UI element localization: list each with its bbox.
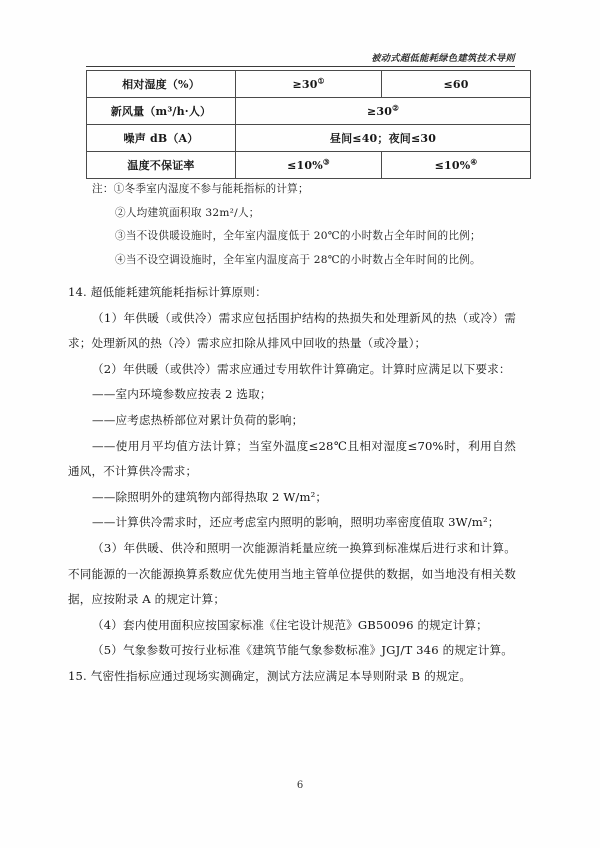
- note-line-1: 注：①冬季室内湿度不参与能耗指标的计算；: [92, 183, 309, 195]
- cell-relative-humidity-winter: ≥30①: [236, 71, 382, 98]
- indoor-environment-parameters-table: [86, 70, 531, 179]
- cell-temperature-unguaranteed-winter: ≤10%③: [236, 152, 382, 179]
- row-label-relative-humidity: 相对湿度（%）: [87, 71, 236, 98]
- cell-noise-value: 昼间≤40；夜间≤30: [236, 125, 531, 152]
- note-line-4: ④当不设空调设施时，全年室内温度高于 28℃的小时数占全年时间的比例。: [115, 253, 481, 266]
- row-label-temperature-unguaranteed-rate: 温度不保证率: [87, 152, 236, 179]
- clause-14-2-dash-4: ——除照明外的建筑物内部得热取 2 W/m²；: [92, 489, 328, 504]
- table-row: [87, 125, 531, 152]
- note-line-3: ③当不设供暖设施时，全年室内温度低于 20℃的小时数占全年时间的比例；: [115, 230, 481, 242]
- cell-temperature-unguaranteed-summer: ≤10%④: [382, 152, 531, 179]
- table-body: [87, 71, 531, 179]
- clause-14-1: （1）年供暖（或供冷）需求应包括围护结构的热损失和处理新风的热（或冷）需求；处理新风的热（冷）需求应扣除从排风中回收的热量（或冷量）；: [68, 310, 516, 351]
- cell-relative-humidity-summer: ≤60: [382, 71, 531, 98]
- table-notes: [92, 178, 517, 272]
- row-label-noise: 噪声 dB（A）: [87, 125, 236, 152]
- clause-14-2-dash-1: ——室内环境参数应按表 2 选取；: [92, 387, 272, 402]
- clause-15: 15. 气密性指标应通过现场实测确定，测试方法应满足本导则附录 B 的规定。: [68, 668, 472, 683]
- clause-14-4: （4）套内使用面积应按国家标准《住宅设计规范》GB50096 的规定计算；: [92, 617, 488, 632]
- clause-14-2: （2）年供暖（或供冷）需求应通过专用软件计算确定。计算时应满足以下要求：: [92, 361, 511, 376]
- clause-14-2-dash-5: ——计算供冷需求时，还应考虑室内照明的影响，照明功率密度值取 3W/m²；: [92, 515, 500, 530]
- clause-14-2-dash-2: ——应考虑热桥部位对累计负荷的影响；: [92, 412, 304, 427]
- body-content: [68, 280, 516, 690]
- table-row: [87, 98, 531, 125]
- header-rule: [86, 66, 515, 67]
- running-header: 被动式超低能耗绿色建筑技术导则: [371, 53, 515, 64]
- row-label-fresh-air-volume: 新风量（m³/h·人）: [87, 98, 236, 125]
- cell-fresh-air-volume-value: ≥30②: [236, 98, 531, 125]
- table-row: [87, 71, 531, 98]
- note-line-2: ②人均建筑面积取 32m²/人；: [115, 206, 260, 219]
- table-row: [87, 152, 531, 179]
- clause-14-2-dash-3: ——使用月平均值方法计算；当室外温度≤28℃且相对湿度≤70%时，利用自然通风，不计算供冷需求；: [68, 438, 516, 479]
- page-number: 6: [296, 780, 304, 791]
- clause-14-3: （3）年供暖、供冷和照明一次能源消耗量应统一换算到标准煤后进行求和计算。不同能源的一次能源换算系数应优先使用当地主管单位提供的数据，如当地没有相关数据，应按附录 A 的规定计算；: [68, 540, 516, 607]
- clause-14-heading: 14. 超低能耗建筑能耗指标计算原则：: [68, 285, 267, 299]
- clause-14-5: （5）气象参数可按行业标准《建筑节能气象参数标准》JGJ/T 346 的规定计算。: [92, 643, 514, 658]
